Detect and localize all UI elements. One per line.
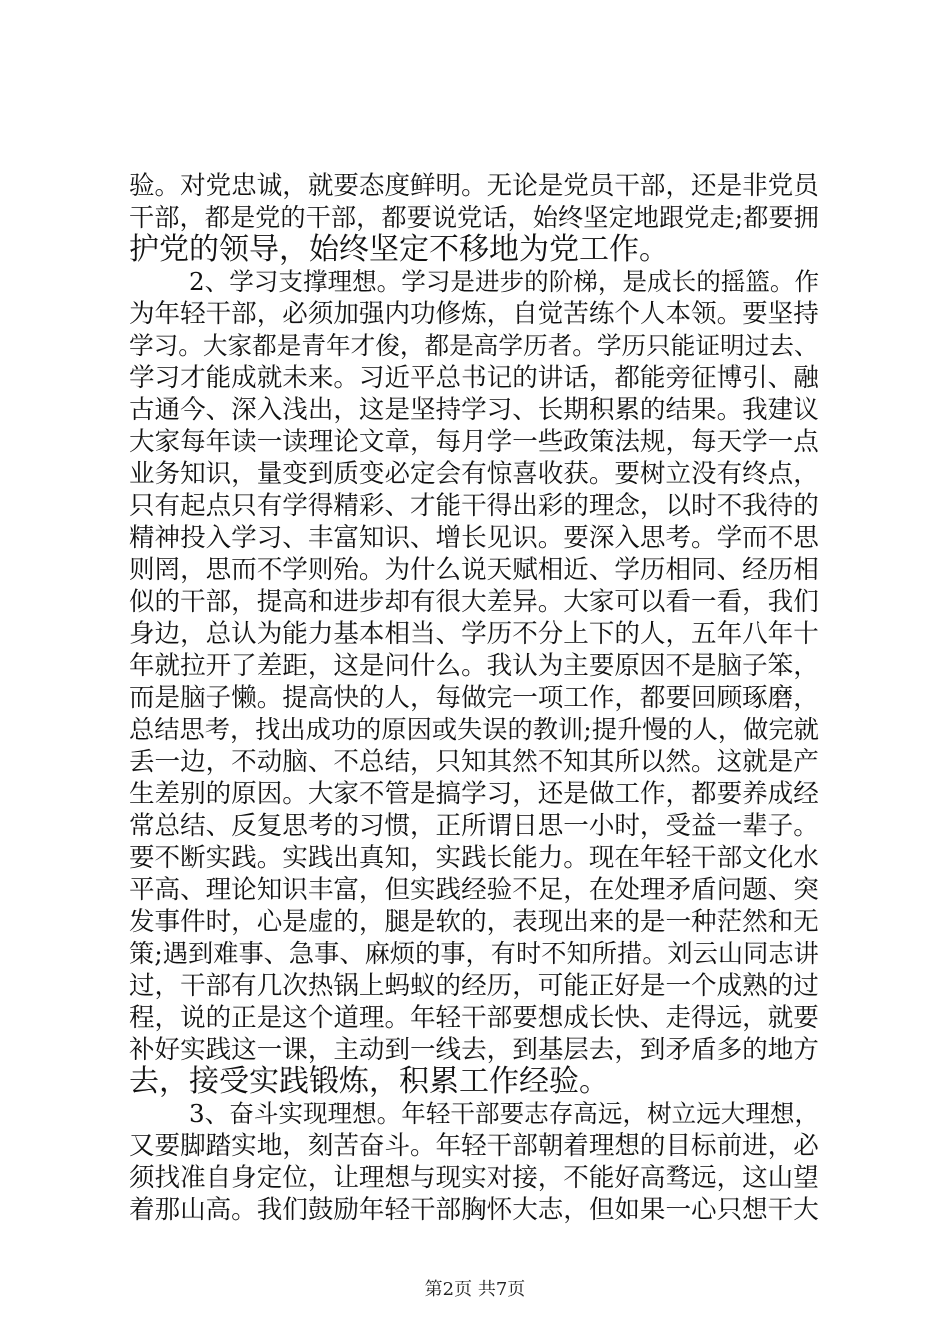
text-line: 丢一边，不动脑、不总结，只知其然不知其所以然。这就是产 (129, 747, 819, 777)
text-line: 则罔，思而不学则殆。为什么说天赋相近、学历相同、经历相 (129, 555, 819, 585)
text-line: 生差别的原因。大家不管是搞学习，还是做工作，都要养成经 (129, 779, 819, 809)
text-line: 着那山高。我们鼓励年轻干部胸怀大志，但如果一心只想干大 (129, 1195, 819, 1225)
text-line: 平高、理论知识丰富，但实践经验不足，在处理矛盾问题、突 (129, 875, 819, 905)
text-line: 须找准自身定位，让理想与现实对接，不能好高骛远，这山望 (129, 1163, 819, 1193)
text-line: 过，干部有几次热锅上蚂蚁的经历，可能正好是一个成熟的过 (129, 971, 819, 1001)
document-body (129, 170, 819, 1226)
text-line: 学习才能成就未来。习近平总书记的讲话，都能旁征博引、融 (129, 363, 819, 393)
text-line: 为年轻干部，必须加强内功修炼，自觉苦练个人本领。要坚持 (129, 299, 819, 329)
text-line: 又要脚踏实地，刻苦奋斗。年轻干部朝着理想的目标前进，必 (129, 1131, 819, 1161)
text-line: 业务知识，量变到质变必定会有惊喜收获。要树立没有终点， (129, 459, 819, 489)
page-footer: 第2页 共7页 (424, 1279, 526, 1300)
text-line: 去，接受实践锻炼，积累工作经验。 (129, 1064, 609, 1099)
text-line: 精神投入学习、丰富知识、增长见识。要深入思考。学而不思 (129, 523, 819, 553)
paragraph-first-line: 3、奋斗实现理想。年轻干部要志存高远，树立远大理想， (189, 1099, 820, 1128)
text-line: 身边，总认为能力基本相当、学历不分上下的人，五年八年十 (129, 619, 819, 649)
text-line: 似的干部，提高和进步却有很大差异。大家可以看一看，我们 (129, 587, 819, 617)
text-line: 验。对党忠诚，就要态度鲜明。无论是党员干部，还是非党员 (129, 171, 819, 201)
text-line: 大家每年读一读理论文章，每月学一些政策法规，每天学一点 (129, 427, 819, 457)
text-line: 年就拉开了差距，这是问什么。我认为主要原因不是脑子笨， (129, 651, 819, 681)
text-line: 发事件时，心是虚的，腿是软的，表现出来的是一种茫然和无 (129, 907, 819, 937)
paragraph-first-line: 2、学习支撑理想。学习是进步的阶梯，是成长的摇篮。作 (189, 267, 820, 296)
text-line: 总结思考，找出成功的原因或失误的教训;提升慢的人，做完就 (129, 715, 819, 744)
text-line: 策;遇到难事、急事、麻烦的事，有时不知所措。刘云山同志讲 (129, 939, 819, 968)
text-line: 而是脑子懒。提高快的人，每做完一项工作，都要回顾琢磨， (129, 683, 819, 713)
text-line: 补好实践这一课，主动到一线去，到基层去，到矛盾多的地方 (129, 1035, 819, 1065)
text-line: 只有起点只有学得精彩、才能干得出彩的理念，以时不我待的 (129, 491, 819, 521)
text-line: 要不断实践。实践出真知，实践长能力。现在年轻干部文化水 (129, 843, 819, 873)
text-line: 程，说的正是这个道理。年轻干部要想成长快、走得远，就要 (129, 1003, 819, 1033)
text-line: 古通今、深入浅出，这是坚持学习、长期积累的结果。我建议 (129, 395, 819, 425)
text-line: 干部，都是党的干部，都要说党话，始终坚定地跟党走;都要拥 (129, 203, 819, 232)
text-line: 常总结、反复思考的习惯，正所谓日思一小时，受益一辈子。 (129, 811, 819, 841)
text-line: 学习。大家都是青年才俊，都是高学历者。学历只能证明过去、 (129, 331, 819, 360)
text-line: 护党的领导，始终坚定不移地为党工作。 (129, 232, 669, 267)
